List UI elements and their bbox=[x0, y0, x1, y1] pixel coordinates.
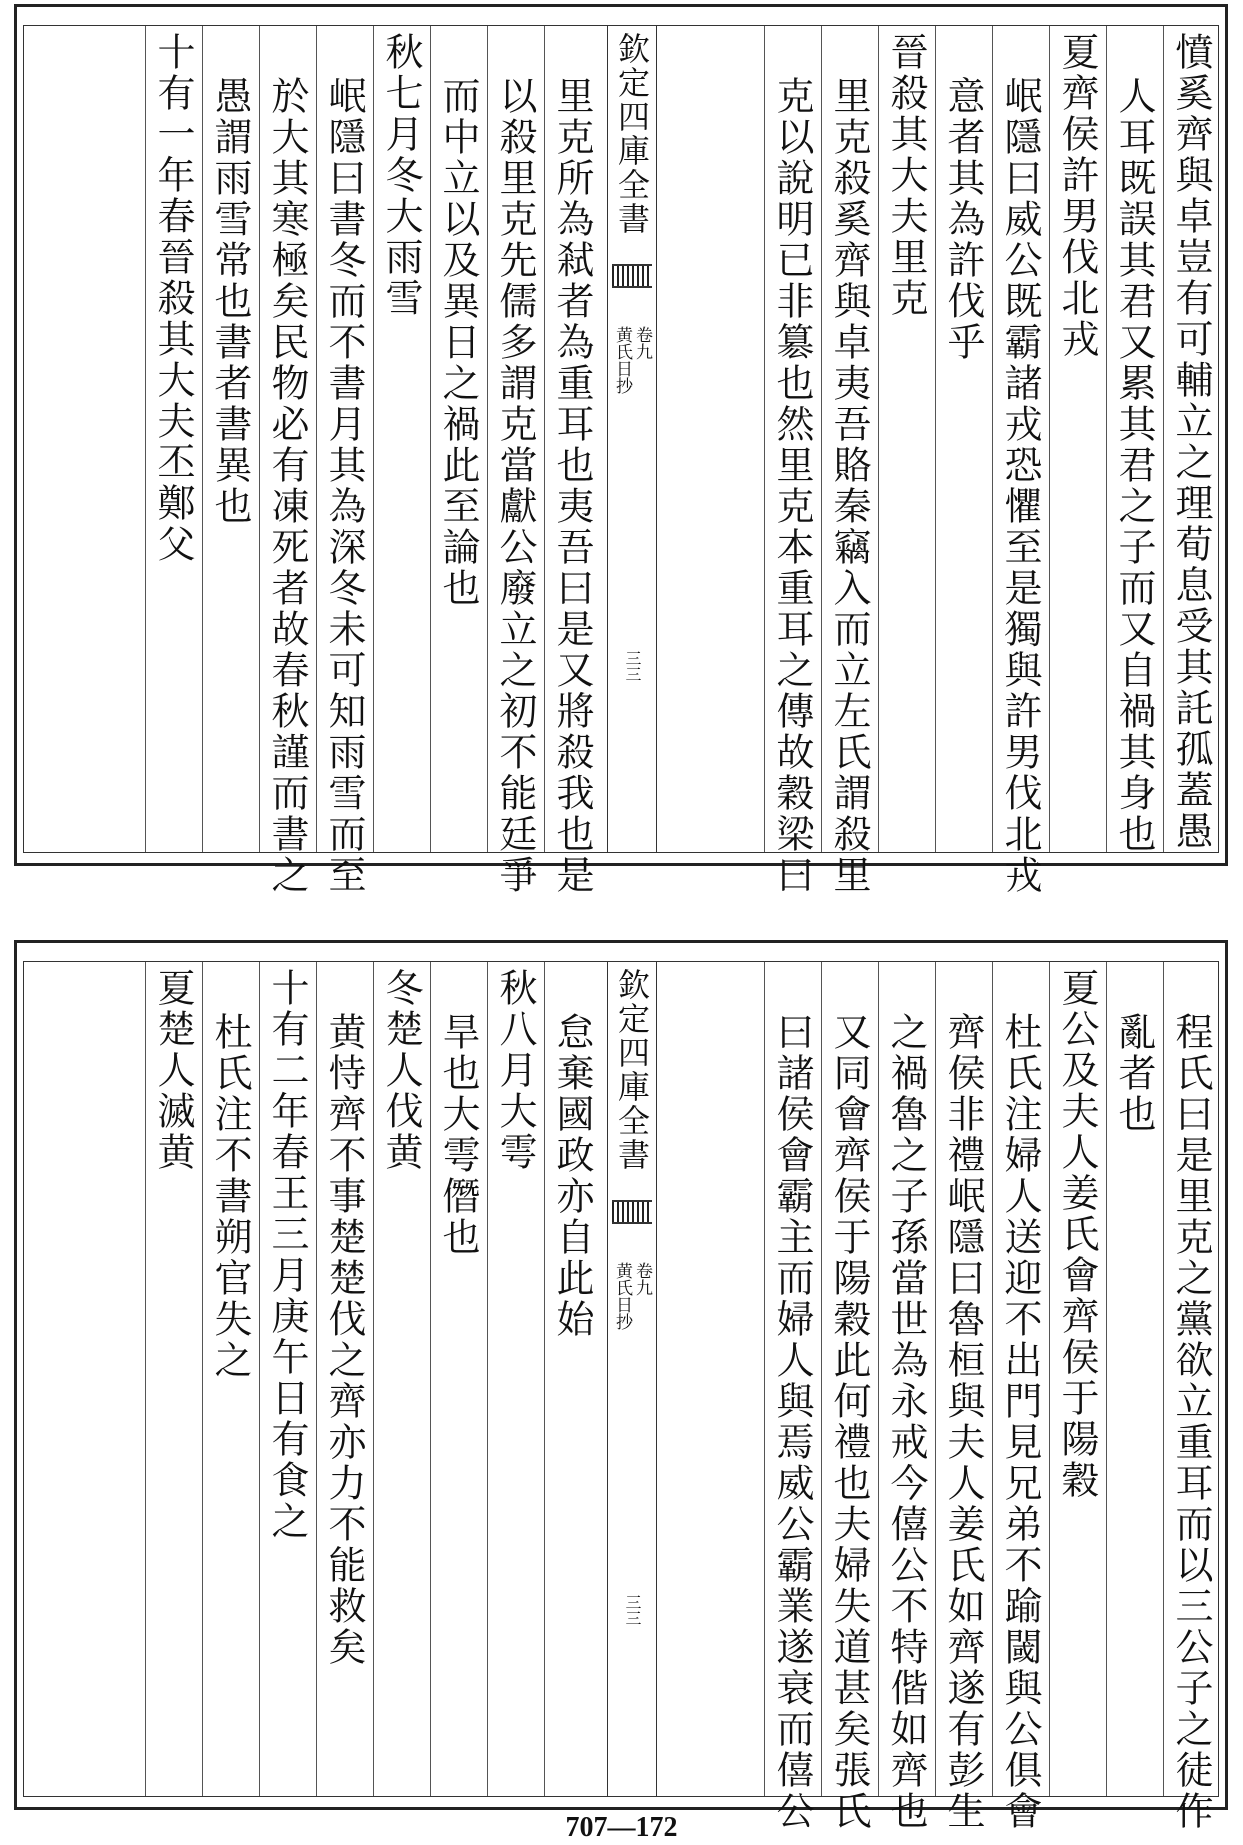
column-text: 而中立以及異日之禍此至論也 bbox=[436, 76, 480, 609]
column-text: 怠棄國政亦自此始 bbox=[550, 1012, 594, 1340]
column-text: 岷隱曰威公既霸諸戎恐懼至是獨與許男伐北戎 bbox=[998, 76, 1042, 896]
volume-number: 卷九 bbox=[632, 1262, 652, 1296]
column-text: 秋八月大雩 bbox=[493, 968, 537, 1173]
column-text: 以殺里克先儒多謂克當獻公廢立之初不能廷爭 bbox=[493, 76, 537, 896]
column-text: 愚謂雨雪常也書者書異也 bbox=[208, 76, 252, 527]
text-column bbox=[202, 962, 258, 1796]
text-column bbox=[487, 26, 543, 896]
column-text: 之禍魯之子孫當世為永戒今僖公不特偕如齊也 bbox=[884, 1012, 928, 1832]
column-text: 岷隱曰書冬而不書月其為深冬未可知雨雪而至 bbox=[322, 76, 366, 896]
center-column bbox=[607, 962, 657, 1796]
text-column bbox=[373, 962, 429, 1796]
column-text: 於大其寒極矣民物必有凍死者故春秋謹而書之 bbox=[265, 76, 309, 896]
text-column bbox=[1163, 26, 1219, 852]
text-column bbox=[316, 26, 372, 896]
text-column bbox=[935, 26, 991, 852]
column-text: 亂者也 bbox=[1112, 1012, 1156, 1135]
text-column bbox=[544, 26, 600, 896]
column-text: 里克殺奚齊與卓夷吾賂秦竊入而立左氏謂殺里 bbox=[827, 76, 871, 896]
column-text: 杜氏注婦人送迎不出門見兄弟不踰閾與公俱會 bbox=[998, 1012, 1042, 1832]
fishtail-mark-icon bbox=[612, 1200, 652, 1224]
column-text: 晉殺其大夫里克 bbox=[884, 32, 928, 319]
text-column bbox=[430, 962, 486, 1796]
text-column bbox=[1049, 962, 1105, 1796]
column-text: 黄恃齊不事楚楚伐之齊亦力不能救矣 bbox=[322, 1012, 366, 1668]
column-text: 夏齊侯許男伐北戎 bbox=[1055, 32, 1099, 360]
text-column bbox=[1163, 962, 1219, 1832]
column-text: 夏公及夫人姜氏會齊侯于陽穀 bbox=[1055, 968, 1099, 1501]
column-text: 齊侯非禮岷隱曰魯桓與夫人姜氏如齊遂有彭生 bbox=[941, 1012, 985, 1832]
column-text: 程氏曰是里克之黨欲立重耳而以三公子之徒作 bbox=[1169, 1012, 1213, 1832]
text-column bbox=[935, 962, 991, 1832]
top-page-panel bbox=[14, 4, 1228, 896]
text-column bbox=[430, 26, 486, 852]
column-text: 十有二年春王三月庚午日有食之 bbox=[265, 968, 309, 1542]
column-text: 人耳既誤其君又累其君之子而又自禍其身也 bbox=[1112, 76, 1156, 855]
book-title: 欽定四庫全書 bbox=[613, 968, 651, 1172]
leaf-number: 三三 bbox=[623, 1594, 642, 1626]
column-text: 克以說明已非簒也然里克本重耳之傳故穀梁曰 bbox=[770, 76, 814, 896]
work-title: 黄氏日抄 bbox=[612, 1262, 632, 1330]
text-column bbox=[992, 26, 1048, 896]
top-page-frame bbox=[23, 25, 1219, 896]
text-column bbox=[821, 962, 877, 1832]
column-text: 憤奚齊與卓豈有可輔立之理荀息受其託孤蓋愚 bbox=[1169, 32, 1213, 852]
text-column bbox=[259, 26, 315, 896]
book-title: 欽定四庫全書 bbox=[613, 32, 651, 236]
text-column bbox=[1106, 26, 1162, 855]
text-column bbox=[764, 26, 820, 896]
text-column bbox=[878, 962, 934, 1832]
text-column bbox=[373, 26, 429, 852]
text-column bbox=[544, 962, 600, 1796]
fishtail-mark-icon bbox=[612, 264, 652, 288]
leaf-number: 三三 bbox=[623, 650, 642, 682]
text-column bbox=[1049, 26, 1105, 852]
text-column bbox=[145, 962, 201, 1796]
text-column bbox=[487, 962, 543, 1796]
column-text: 旱也大雩僭也 bbox=[436, 1012, 480, 1258]
column-text: 里克所為弒者為重耳也夷吾曰是又將殺我也是 bbox=[550, 76, 594, 896]
volume-number: 卷九 bbox=[632, 326, 652, 360]
text-column bbox=[821, 26, 877, 896]
text-column bbox=[259, 962, 315, 1796]
text-column bbox=[316, 962, 372, 1796]
column-text: 意者其為許伐乎 bbox=[941, 76, 985, 363]
text-column bbox=[878, 26, 934, 852]
page-number: 707—172 bbox=[565, 1812, 678, 1843]
column-text: 秋七月冬大雨雪 bbox=[379, 32, 423, 319]
column-text: 曰諸侯會霸主而婦人與焉威公霸業遂衰而僖公 bbox=[770, 1012, 814, 1832]
column-text: 杜氏注不書朔官失之 bbox=[208, 1012, 252, 1381]
text-column bbox=[992, 962, 1048, 1832]
text-column bbox=[1106, 962, 1162, 1796]
work-title: 黄氏日抄 bbox=[612, 326, 632, 394]
center-column bbox=[607, 26, 657, 852]
column-text: 又同會齊侯于陽穀此何禮也夫婦失道甚矣張氏 bbox=[827, 1012, 871, 1832]
text-column bbox=[764, 962, 820, 1832]
column-text: 十有一年春晉殺其大夫丕鄭父 bbox=[151, 32, 195, 565]
text-column bbox=[145, 26, 201, 852]
column-text: 冬楚人伐黄 bbox=[379, 968, 423, 1173]
column-text: 夏楚人滅黄 bbox=[151, 968, 195, 1173]
text-column bbox=[202, 26, 258, 852]
